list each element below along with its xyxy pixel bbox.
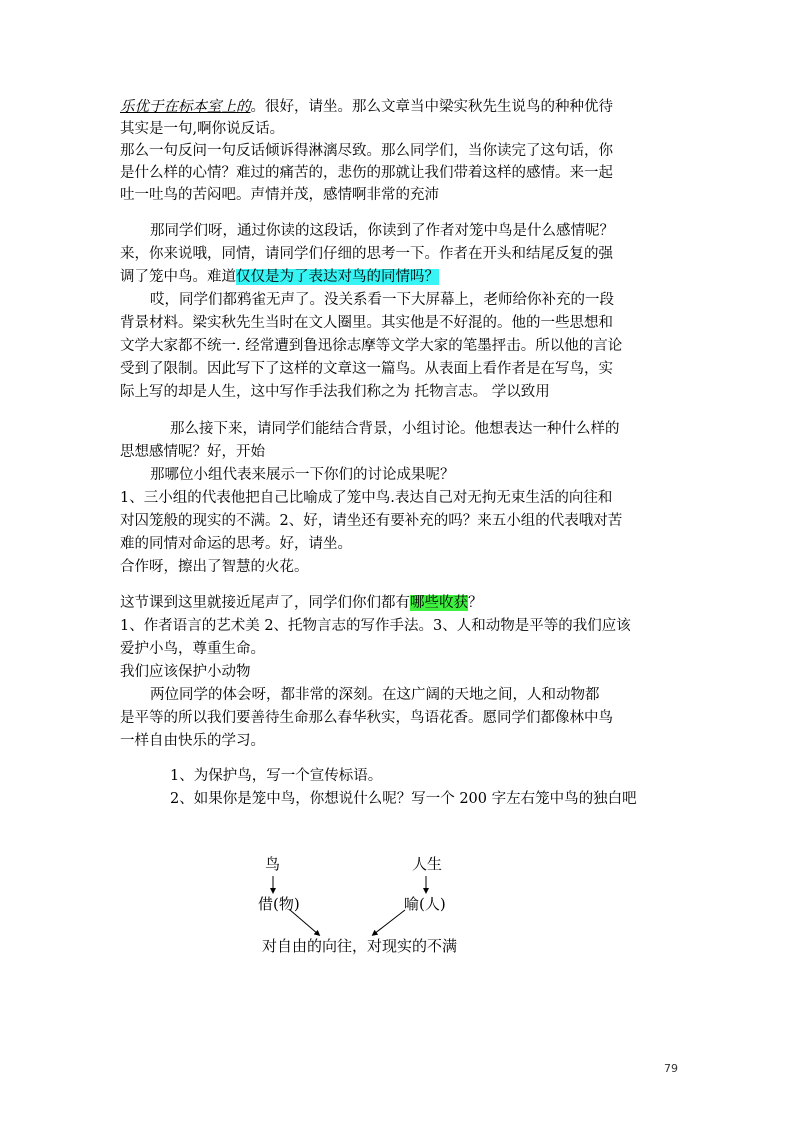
homework-item: 1、为保护鸟，写一个宣传标语。 [170, 768, 383, 784]
text-line: 思想感情呢？好，开始 [120, 444, 265, 460]
text-line: 1、作者语言的艺术美 2、托物言志的写作手法。3、人和动物是平等的我们应该 [120, 618, 631, 634]
text-line: 合作呀，擦出了智慧的火花。 [120, 559, 309, 575]
text-line: 1、三小组的代表他把自己比喻成了笼中鸟.表达自己对无拘无束生活的向往和 [120, 490, 613, 506]
arrow-borrow-conclusion [290, 910, 318, 934]
diagram-borrow: 借(物) [258, 895, 300, 913]
text-span: 。很好，请坐。那么文章当中梁实秋先生说鸟的种种优待 [250, 99, 613, 115]
text-span: ？ [468, 595, 483, 611]
text-line: 爱护小鸟，尊重生命。 [120, 641, 265, 657]
text-line: 背景材料。梁实秋先生当时在文人圈里。其实他是不好混的。他的一些思想和 [120, 315, 613, 331]
text-line: 一样自由快乐的学习。 [120, 733, 265, 749]
text-line: 吐一吐鸟的苦闷吧。声情并茂，感情啊非常的充沛 [120, 187, 439, 203]
text-line: 来，你来说哦，同情，请同学们仔细的思考一下。作者在开头和结尾反复的强 [120, 246, 613, 262]
text-line: 对囚笼般的现实的不满。2、好，请坐还有要补充的吗？来五小组的代表哦对苦 [120, 513, 623, 529]
italic-quote: 乐优于在标本室上的 [120, 99, 251, 115]
text-line: 哎，同学们都鸦雀无声了。没关系看一下大屏幕上，老师给你补充的一段 [150, 292, 614, 308]
text-line: 受到了限制。因此写下了这样的文章这一篇鸟。从表面上看作者是在写鸟，实 [120, 361, 613, 377]
diagram-bird: 鸟 [265, 855, 281, 873]
text-line: 难的同情对命运的思考。好，请坐。 [120, 536, 352, 552]
diagram-metaphor: 喻(人) [404, 895, 446, 913]
diagram-conclusion: 对自由的向往，对现实的不满 [262, 937, 458, 955]
text-line: 那么一句反问一句反话倾诉得淋漓尽致。那么同学们，当你读完了这句话，你 [120, 143, 613, 159]
text-span: 调了笼中鸟。难道 [120, 269, 236, 285]
highlight-gain: 哪些收获 [410, 595, 468, 611]
text-line: 文学大家都不统一. 经常遭到鲁迅徐志摩等文学大家的笔墨抨击。所以他的言论 [120, 338, 623, 354]
text-span: 这节课到这里就接近尾声了，同学们你们都有 [120, 595, 410, 611]
page-number: 79 [664, 1062, 678, 1075]
text-line: 我们应该保护小动物 [120, 664, 251, 680]
text-line: 是平等的所以我们要善待生命那么春华秋实，鸟语花香。愿同学们都像林中鸟 [120, 710, 613, 726]
text-line: 际上写的却是人生，这中写作手法我们称之为 托物言志。 学以致用 [120, 384, 550, 400]
highlight-question: 仅仅是为了表达对鸟的同情吗？ [236, 269, 439, 285]
homework-item: 2、如果你是笼中鸟，你想说什么呢？写一个 200 字左右笼中鸟的独白吧 [170, 791, 637, 807]
text-line: 那哪位小组代表来展示一下你们的讨论成果呢？ [150, 467, 455, 483]
text-line: 其实是一句,啊你说反话。 [120, 121, 285, 137]
text-line: 那同学们呀，通过你读的这段话，你读到了作者对笼中鸟是什么感情呢？ [150, 223, 614, 239]
text-line: 那么接下来，请同学们能结合背景，小组讨论。他想表达一种什么样的 [170, 421, 620, 437]
text-line: 两位同学的体会呀，都非常的深刻。在这广阔的天地之间，人和动物都 [150, 687, 600, 703]
text-line: 是什么样的心情？难过的痛苦的，悲伤的那就让我们带着这样的感情。来一起 [120, 165, 613, 181]
diagram-life: 人生 [412, 855, 443, 873]
arrow-metaphor-conclusion [374, 910, 405, 934]
